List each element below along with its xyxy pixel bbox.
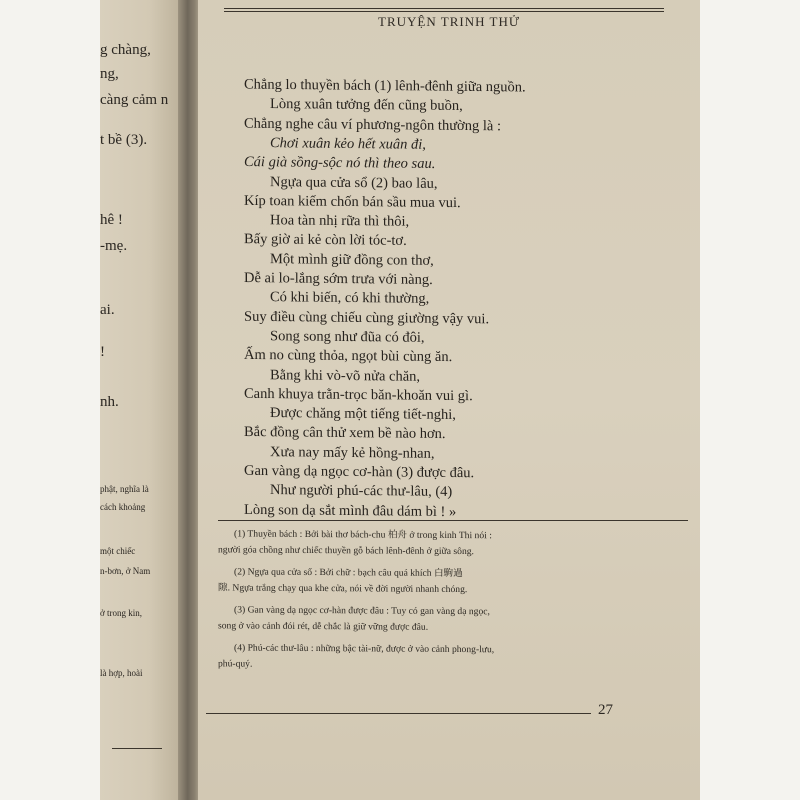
footnote-line: (1) Thuyền bách : Bởi bài thơ bách-chu 柏舟 ở trong kinh Thi nói : [234,528,492,542]
footnote-line: (4) Phú-các thư-lâu : những bậc tài-nữ, được ở vào cảnh phong-lưu, [234,642,495,656]
verse-line: Suy điều cùng chiếu cùng giường vậy vui. [244,308,490,327]
header-rule-inner [224,11,664,12]
left-page-footnote-fragment: n-bơn, ở Nam [100,566,151,576]
left-page-footnote-fragment: ở trong kin, [100,608,143,618]
footnote [218,602,690,637]
footnote-line: phú-quý. [218,658,253,670]
left-page [100,0,182,800]
verse-line: Ấm no cùng thỏa, ngọt bùi cùng ăn. [244,347,453,366]
right-page [198,0,700,800]
verse-line: Canh khuya trằn-trọc băn-khoăn vui gì. [244,385,473,404]
verse-line: Xưa nay mấy kẻ hồng-nhan, [270,443,435,462]
footnote-line: song ở vào cảnh đói rét, dễ chắc là giữ vững được đâu. [218,620,429,633]
footnote-rule [218,520,688,521]
left-page-footnote-fragment: cách khoảng [100,502,146,512]
left-page-fragment: ng, [100,66,119,82]
verse-line: Bằng khi vò-võ nửa chăn, [270,366,421,385]
header-rule [224,8,664,9]
footnote-line: 隙. Ngựa trắng chạy qua khe cửa, nói về đời người nhanh chóng. [218,582,468,596]
left-page-fragment: g chàng, [100,42,151,58]
left-page-footnote-fragment: là hợp, hoài [100,668,143,678]
left-page-fragment: hê ! [100,212,123,228]
verse-line: Chẳng lo thuyền bách (1) lênh-đênh giữa nguồn. [244,76,526,96]
footnote [218,640,690,675]
left-page-fragment: -mẹ. [100,238,128,254]
verse-line: Dễ ai lo-lắng sớm trưa với nàng. [244,270,433,288]
left-page-fragment: ! [100,344,105,360]
verse-line: Lòng son dạ sắt mình đâu dám bì ! » [244,501,457,520]
verse-line: Gan vàng dạ ngọc cơ-hàn (3) được đâu. [244,462,475,482]
footnote-line: (2) Ngựa qua cửa sổ : Bởi chữ : bạch câu quá khích 白駒過 [234,566,463,580]
verse-line: Bắc đồng cân thử xem bề nào hơn. [244,424,446,443]
left-page-fragment: nh. [100,394,119,410]
left-page-footnote-fragment: một chiếc [100,546,136,556]
verse-line: Chơi xuân kẻo hết xuân đi, [270,135,426,153]
verse-line: Như người phú-các thư-lâu, (4) [270,482,453,501]
footnote [218,564,690,599]
running-title: TRUYỆN TRINH THỬ [378,14,520,29]
verse-line: Song song như đũa có đôi, [270,328,425,346]
verse-line: Bấy giờ ai kẻ còn lời tóc-tơ. [244,231,407,250]
verse-line: Kíp toan kiếm chốn bán sầu mua vui. [244,192,461,211]
verse-line: Chẳng nghe câu ví phương-ngôn thường là : [244,115,501,134]
footnote-line: (3) Gan vàng dạ ngọc cơ-hàn được đâu : Tuy có gan vàng dạ ngọc, [234,604,490,618]
verse-line: Lòng xuân tưởng đến cũng buồn, [270,96,463,115]
verse-line: Một mình giữ đồng con thơ, [270,250,434,269]
left-page-fragment: ai. [100,302,115,318]
left-page-rule [112,748,162,749]
page-number: 27 [598,702,613,718]
verse-line: Ngựa qua cửa sổ (2) bao lâu, [270,173,438,192]
background-edge [700,0,800,800]
verse-line: Hoa tàn nhị rữa thì thôi, [270,212,410,230]
verse-line: Được chăng một tiếng tiết-nghi, [270,405,456,424]
page-rule [206,713,591,714]
left-page-fragment: t bề (3). [100,132,148,148]
left-page-footnote-fragment: phật, nghĩa là [100,484,149,494]
left-page-fragment: càng cảm n [100,92,169,108]
verse-line: Cái già sồng-sộc nó thì theo sau. [244,154,436,173]
footnote [218,526,690,561]
verse-line: Có khi biến, có khi thường, [270,289,430,308]
footnote-line: người góa chồng như chiếc thuyền gỗ bách lênh-đênh ở giữa sông. [218,544,474,558]
